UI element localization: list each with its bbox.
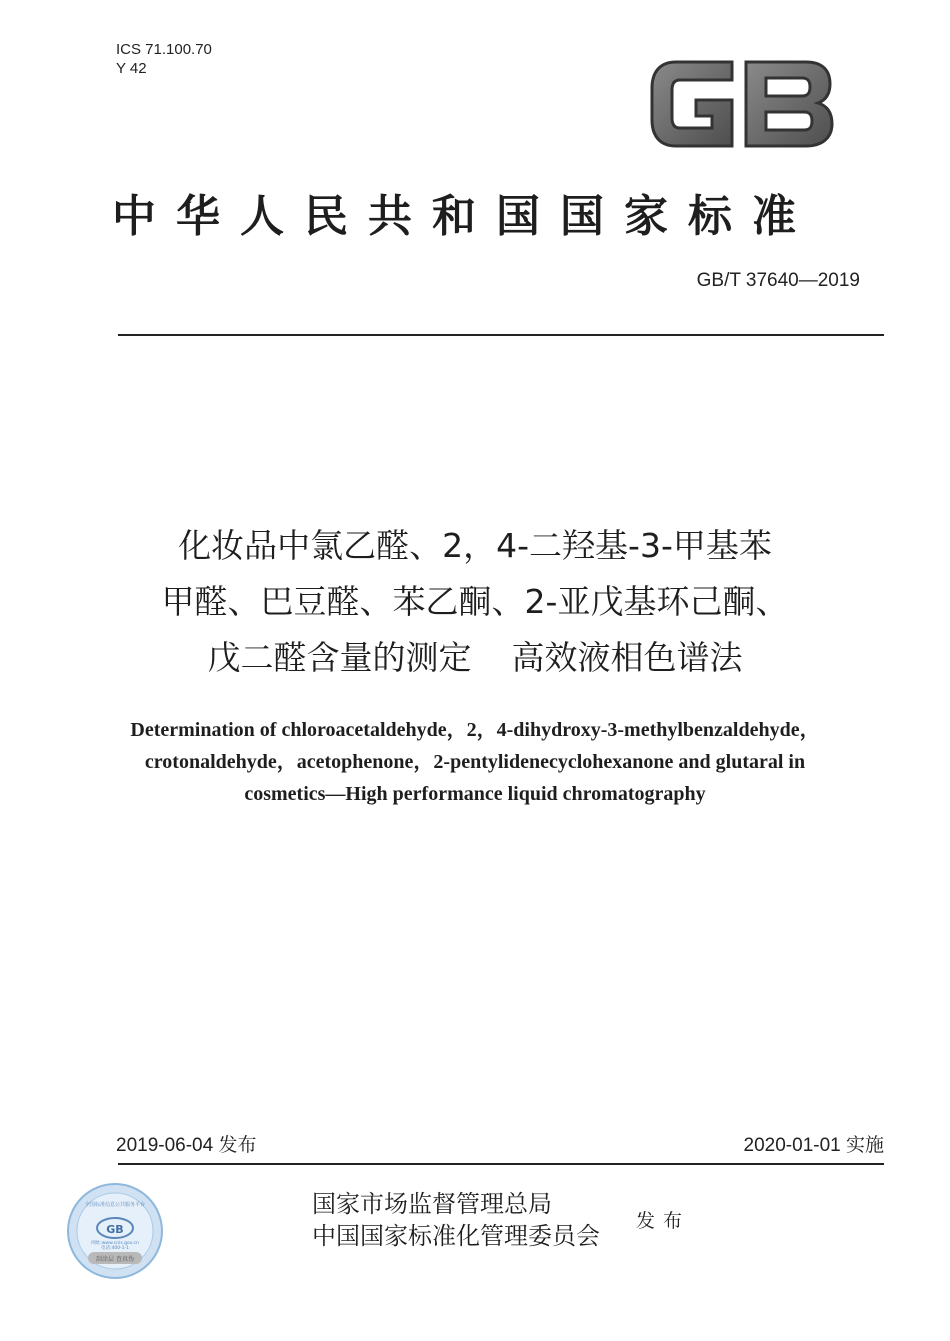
chinese-title-line-1: 化妆品中氯乙醛、2，4-二羟基-3-甲基苯 xyxy=(178,526,772,565)
chinese-title xyxy=(60,518,890,686)
header-divider xyxy=(118,334,884,336)
classification-codes xyxy=(116,40,212,78)
english-title-line-1: Determination of chloroacetaldehyde，2，4-dihydroxy-3-methylbenzaldehyde， xyxy=(130,719,820,741)
seal-line-a: 网址:www.cnis.gov.cn xyxy=(91,1241,139,1246)
english-title xyxy=(60,714,890,810)
publish-label: 发布 xyxy=(636,1210,691,1232)
gb-logo-icon xyxy=(646,56,838,152)
chinese-title-line-3a: 戊二醛含量的测定 xyxy=(207,638,472,677)
seal-top-text: 全国标准信息公共服务平台 xyxy=(84,1202,146,1208)
english-title-line-3: cosmetics—High performance liquid chromatography xyxy=(244,783,706,805)
standard-number: GB/T 37640—2019 xyxy=(696,270,860,291)
ccs-code: Y 42 xyxy=(116,60,147,77)
footer-divider xyxy=(118,1163,884,1165)
issuer-sac: 中国国家标准化管理委员会 xyxy=(312,1222,600,1250)
chinese-title-line-2: 甲醛、巴豆醛、苯乙酮、2-亚戊基环己酮、 xyxy=(161,582,789,621)
implementation-date: 2020-01-01 实施 xyxy=(743,1135,884,1156)
english-title-line-2: crotonaldehyde，acetophenone，2-pentylidenecyclohexanone and glutaral in xyxy=(144,751,806,773)
issuer-samr: 国家市场监督管理总局 xyxy=(312,1190,552,1218)
ics-code: ICS 71.100.70 xyxy=(116,41,212,58)
issue-date: 2019-06-04 发布 xyxy=(116,1135,257,1156)
svg-text:GB: GB xyxy=(106,1223,124,1236)
standard-type-heading: 中华人民共和国国家标准 xyxy=(112,191,816,242)
chinese-title-line-3b: 高效液相色谱法 xyxy=(511,638,743,677)
issuing-organizations xyxy=(312,1188,600,1252)
chinese-title-line-3 xyxy=(60,630,890,686)
seal-bottom-text: 刮涂层 查真伪 xyxy=(96,1256,134,1263)
anti-counterfeit-seal-icon xyxy=(66,1182,164,1280)
seal-line-b: 电话:400-1-1 xyxy=(100,1246,130,1251)
